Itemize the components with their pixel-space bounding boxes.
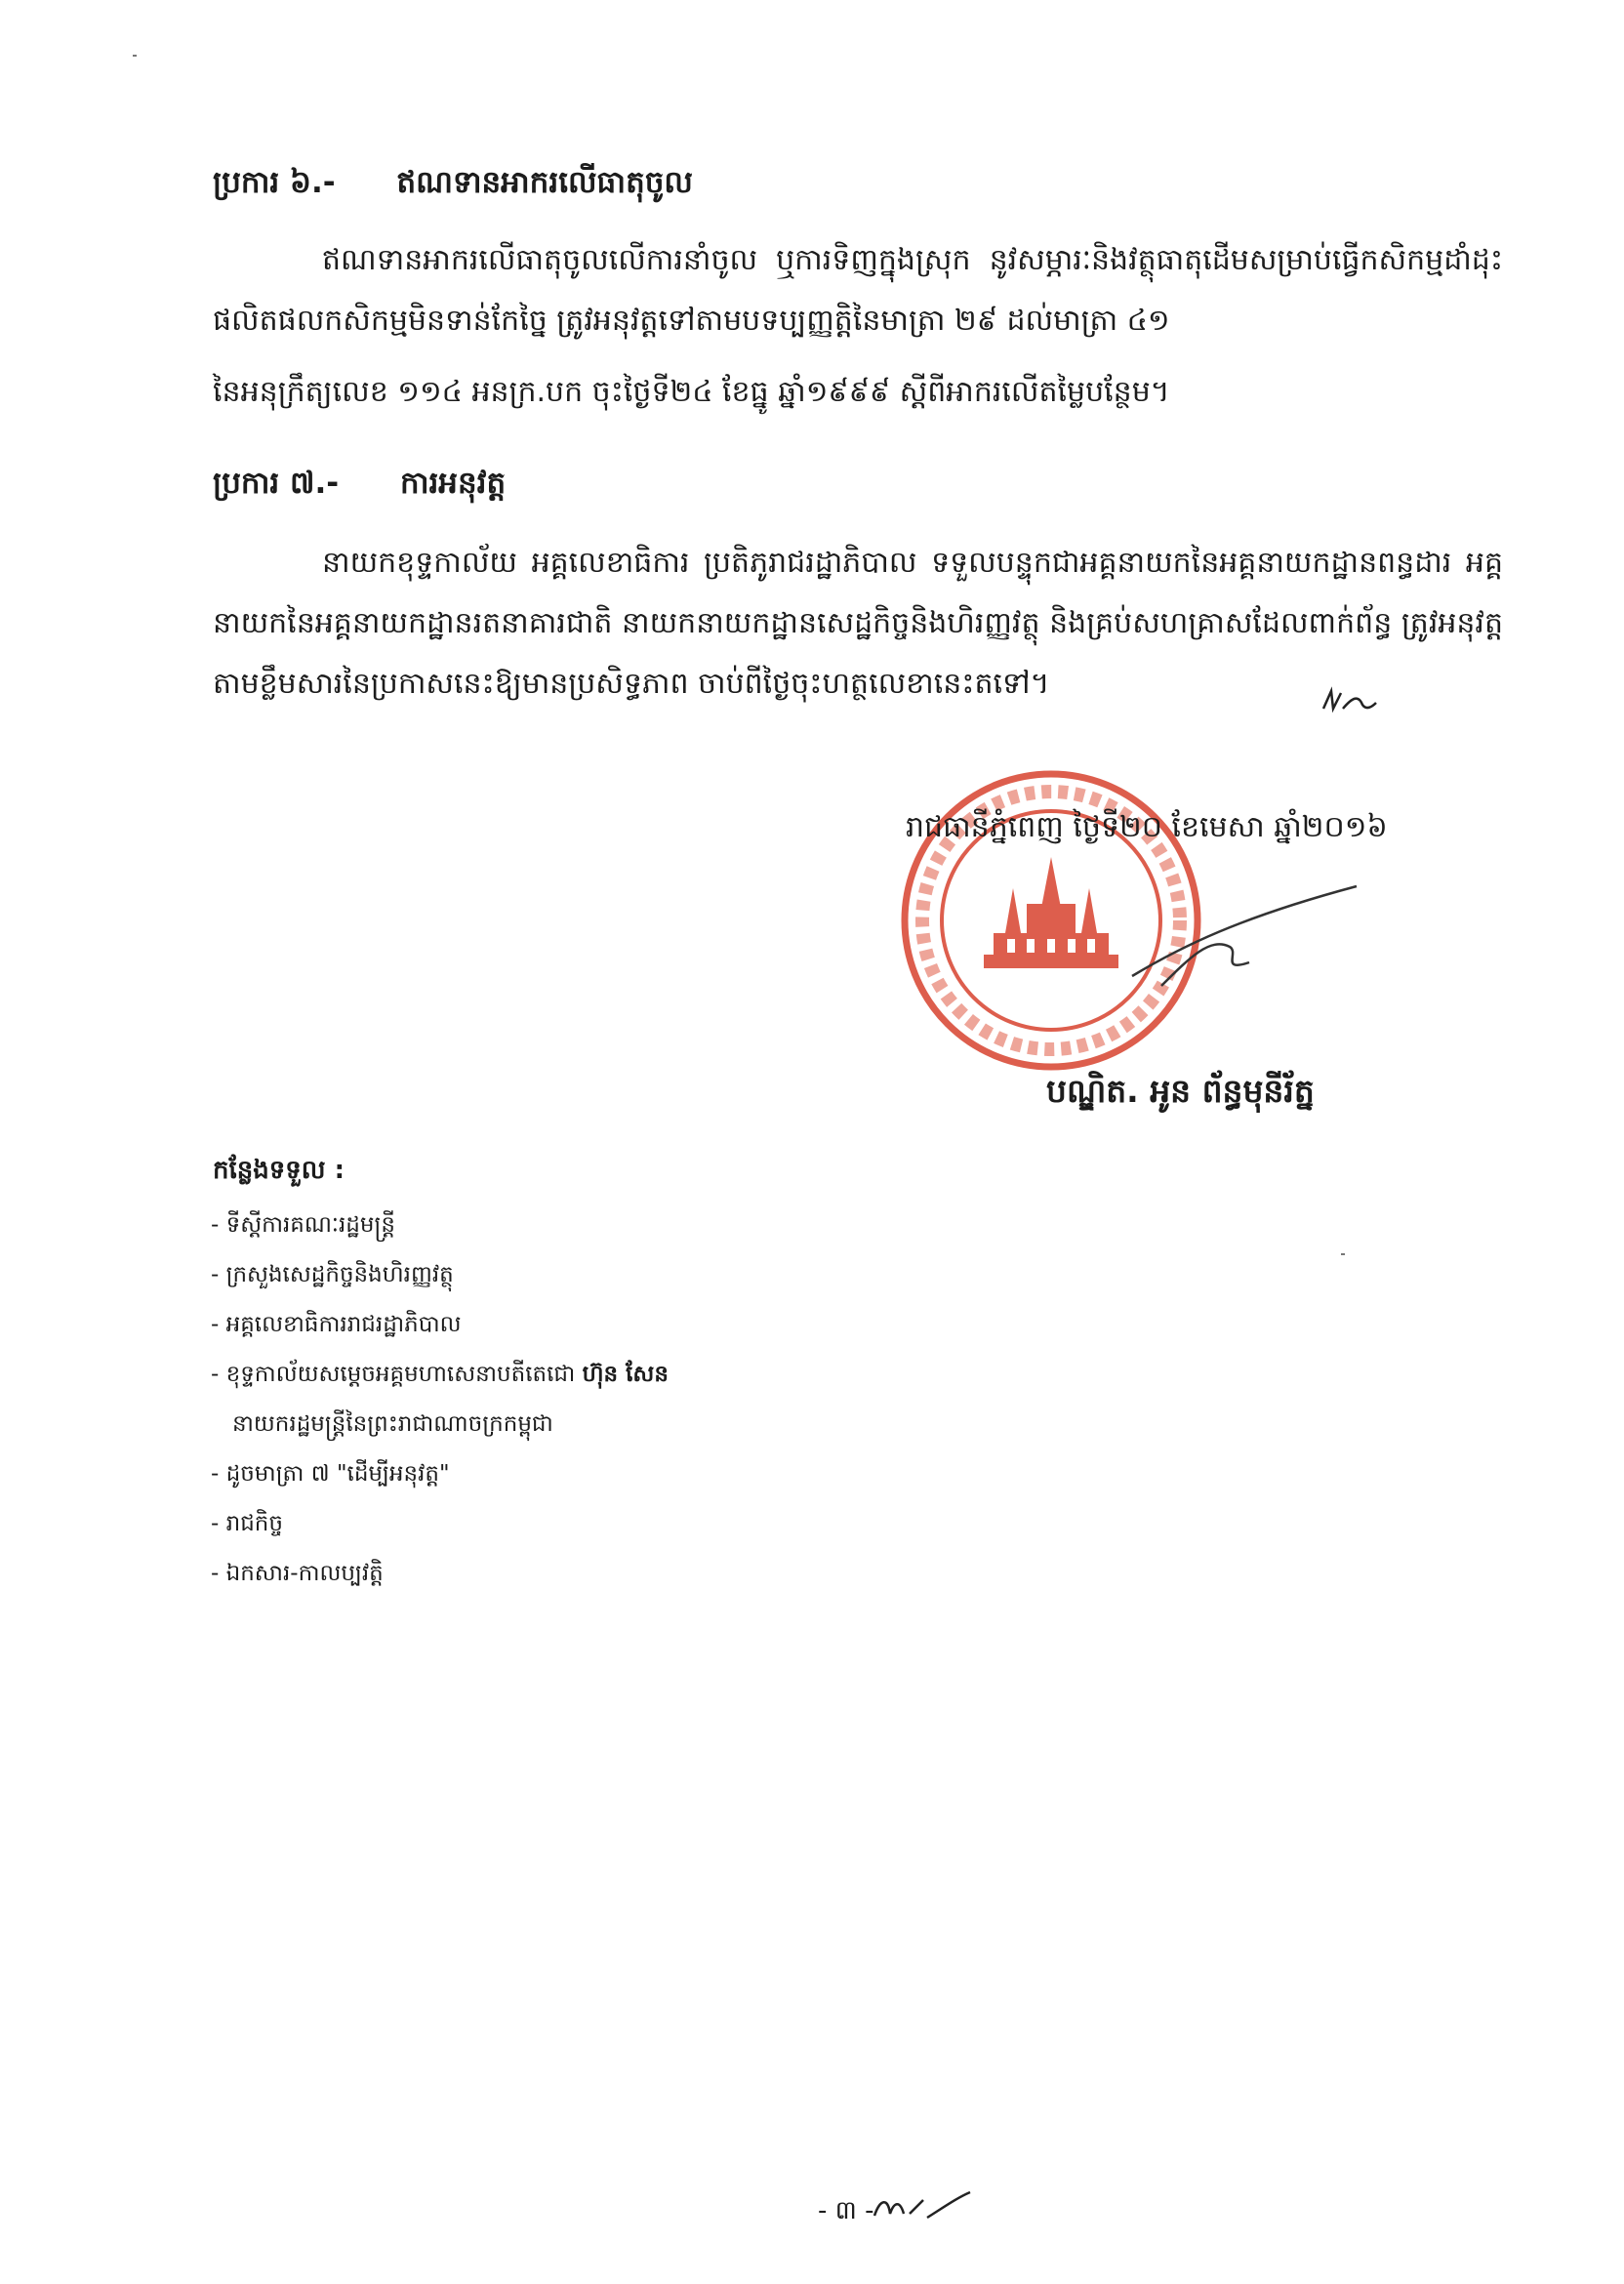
article-7-number: ប្រការ ៧.-	[213, 466, 340, 501]
scan-speck	[133, 55, 137, 57]
recipient-item: - ឯកសារ-កាលប្បវត្តិ	[211, 1561, 384, 1586]
recipients-list	[211, 1201, 669, 1599]
recipient-item: - ទីស្តីការគណៈរដ្ឋមន្ត្រី	[211, 1212, 395, 1238]
article-7-heading	[213, 465, 506, 509]
recipient-item: - អគ្គលេខាធិការរាជរដ្ឋាភិបាល	[211, 1312, 462, 1337]
recipient-item	[211, 1350, 669, 1400]
recipient-item-prefix: - ខុទ្ទកាល័យសម្តេចអគ្គមហាសេនាបតីតេជោ	[211, 1362, 576, 1387]
article-6-body: ឥណទានអាករលើធាតុចូលលើការនាំចូល ឬការទិញក្នុងស្រុក នូវសម្ភារៈនិងវត្ថុធាតុដើមសម្រាប់ធ្វើកសិកម្មដាំដុះផលិតផលកសិកម្មមិនទាន់កែច្នៃ ត្រូវអនុវត្តទៅតាមបទប្បញ្ញត្តិនៃមាត្រា ២៩ ដល់មាត្រា ៤១	[213, 243, 1503, 338]
recipient-item-continuation: នាយករដ្ឋមន្ត្រីនៃព្រះរាជាណាចក្រកម្ពុជា	[232, 1411, 553, 1437]
article-7-title: ការអនុវត្ត	[399, 466, 507, 501]
initials-signature-icon	[1320, 683, 1378, 718]
recipients-title: កន្លែងទទួល :	[213, 1156, 345, 1185]
page-initials-icon	[867, 2188, 974, 2223]
article-6-number: ប្រការ ៦.-	[213, 165, 336, 200]
recipient-item: - ដូចមាត្រា ៧ "ដើម្បីអនុវត្ត"	[211, 1461, 450, 1487]
article-6-body-last: នៃអនុក្រឹត្យលេខ ១១៤ អនក្រ.បក ចុះថ្ងៃទី២៤ ខែធ្នូ ឆ្នាំ១៩៩៩ ស្តីពីអាករលើតម្លៃបន្ថែម។	[213, 375, 1170, 409]
article-7-body: នាយកខុទ្ទកាល័យ អគ្គលេខាធិការ ប្រតិភូរាជរដ្ឋាភិបាល ទទួលបន្ទុកជាអគ្គនាយកនៃអគ្គនាយកដ្ឋានពន្ធដារ អគ្គនាយកនៃអគ្គនាយកដ្ឋានរតនាគារជាតិ នាយកនាយកដ្ឋានសេដ្ឋកិច្ចនិងហិរញ្ញវត្ថុ និងគ្រប់សហគ្រាសដែលពាក់ព័ន្ធ ត្រូវអនុវត្តតាមខ្លឹមសារនៃប្រកាសនេះឱ្យមានប្រសិទ្ធភាព ចាប់ពីថ្ងៃចុះហត្ថលេខានេះតទៅ។	[213, 546, 1503, 701]
article-6-heading	[213, 164, 693, 208]
scan-speck	[1341, 1253, 1345, 1255]
page-number: - ៣ -	[818, 2196, 874, 2225]
signer-name: បណ្ឌិត. អូន ព័ន្ធមុនីរ័ត្ន	[1046, 1072, 1315, 1110]
recipient-item: - រាជកិច្ច	[211, 1511, 284, 1536]
recipient-item-name: ហ៊ុន សែន	[582, 1362, 669, 1387]
article-6-title: ឥណទានអាករលើធាតុចូល	[396, 165, 693, 200]
recipient-item: - ក្រសួងសេដ្ឋកិច្ចនិងហិរញ្ញវត្ថុ	[211, 1262, 454, 1287]
handwritten-signature-icon	[1122, 878, 1366, 996]
signing-date: រាជធានីភ្នំពេញ ថ្ងៃទី២០ ខែមេសា ឆ្នាំ២០១៦	[906, 810, 1388, 844]
